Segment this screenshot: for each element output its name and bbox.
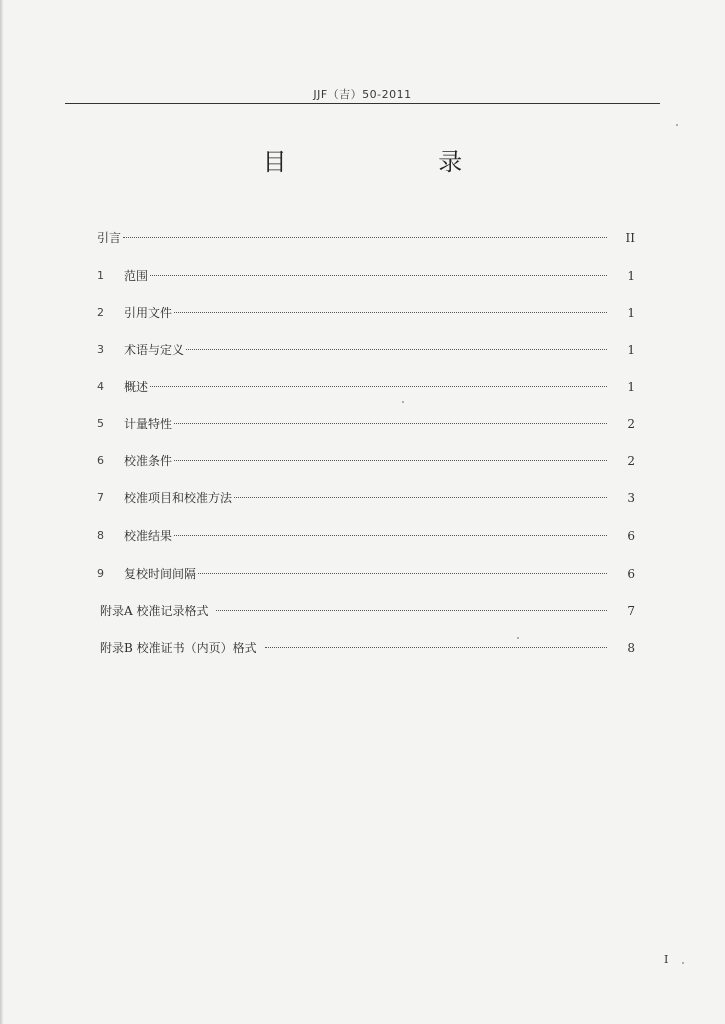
standard-code: JJF（吉）50-2011 bbox=[313, 88, 412, 101]
toc-page: 2 bbox=[627, 454, 635, 468]
dot-leader bbox=[123, 236, 607, 238]
toc-page: 1 bbox=[627, 343, 635, 357]
toc-label: 校准条件 bbox=[124, 454, 173, 468]
scan-speck bbox=[402, 401, 404, 403]
toc-number: 7 bbox=[97, 491, 104, 504]
toc-entry bbox=[100, 601, 609, 621]
toc-row-3 bbox=[0, 340, 725, 360]
dot-leader bbox=[198, 572, 607, 574]
toc-page: 8 bbox=[627, 641, 635, 655]
toc-entry bbox=[100, 638, 609, 658]
toc-label: 范围 bbox=[124, 269, 149, 283]
dot-leader bbox=[150, 274, 607, 276]
toc-row-appendix-a bbox=[0, 601, 725, 621]
toc-number: 8 bbox=[97, 529, 104, 542]
toc-entry bbox=[124, 488, 609, 508]
toc-page: II bbox=[625, 231, 635, 245]
toc-row-foreword bbox=[0, 228, 725, 248]
toc-label: 引用文件 bbox=[124, 306, 173, 320]
toc-label: 概述 bbox=[124, 380, 149, 394]
toc-entry bbox=[124, 340, 609, 360]
dot-leader bbox=[174, 534, 607, 536]
toc-row-4 bbox=[0, 377, 725, 397]
toc-entry bbox=[124, 414, 609, 434]
toc-row-appendix-b bbox=[0, 638, 725, 658]
toc-page: 3 bbox=[627, 491, 635, 505]
toc-row-7 bbox=[0, 488, 725, 508]
toc-page: 6 bbox=[627, 567, 635, 581]
toc-row-9 bbox=[0, 564, 725, 584]
toc-number: 9 bbox=[97, 567, 104, 580]
toc-page: 1 bbox=[627, 269, 635, 283]
toc-page: 2 bbox=[627, 417, 635, 431]
toc-entry bbox=[124, 303, 609, 323]
toc-page: 7 bbox=[627, 604, 635, 618]
dot-leader bbox=[265, 646, 607, 648]
toc-entry bbox=[97, 228, 609, 248]
toc-number: 2 bbox=[97, 306, 104, 319]
toc-row-5 bbox=[0, 414, 725, 434]
toc-label: 校准项目和校准方法 bbox=[124, 491, 233, 505]
scan-speck bbox=[517, 637, 519, 639]
dot-leader bbox=[234, 496, 607, 498]
dot-leader bbox=[174, 311, 607, 313]
toc-label: 附录B 校准证书（内页）格式 bbox=[100, 641, 257, 655]
toc-entry bbox=[124, 526, 609, 546]
dot-leader bbox=[174, 459, 607, 461]
toc-entry bbox=[124, 451, 609, 471]
toc-label: 引言 bbox=[97, 231, 122, 245]
toc-number: 4 bbox=[97, 380, 104, 393]
toc-label: 附录A 校准记录格式 bbox=[100, 604, 209, 618]
toc-page: 1 bbox=[627, 380, 635, 394]
dot-leader bbox=[174, 422, 607, 424]
dot-leader bbox=[186, 348, 607, 350]
scan-speck bbox=[676, 124, 678, 126]
toc-label: 计量特性 bbox=[124, 417, 173, 431]
toc-page: 1 bbox=[627, 306, 635, 320]
header-rule bbox=[65, 103, 660, 104]
scan-speck bbox=[682, 962, 684, 964]
page-number: I bbox=[664, 953, 669, 966]
toc-number: 1 bbox=[97, 269, 104, 282]
page-title: 目 录 bbox=[262, 148, 535, 176]
toc-entry bbox=[124, 377, 609, 397]
toc-row-1 bbox=[0, 266, 725, 286]
toc-row-8 bbox=[0, 526, 725, 546]
toc-entry bbox=[124, 564, 609, 584]
toc-page: 6 bbox=[627, 529, 635, 543]
toc-label: 校准结果 bbox=[124, 529, 173, 543]
toc-label: 复校时间间隔 bbox=[124, 567, 197, 581]
toc-label: 术语与定义 bbox=[124, 343, 185, 357]
toc-number: 6 bbox=[97, 454, 104, 467]
toc-number: 5 bbox=[97, 417, 104, 430]
toc-entry bbox=[124, 266, 609, 286]
toc-row-6 bbox=[0, 451, 725, 471]
dot-leader bbox=[216, 609, 607, 611]
toc-number: 3 bbox=[97, 343, 104, 356]
toc-row-2 bbox=[0, 303, 725, 323]
dot-leader bbox=[150, 385, 607, 387]
